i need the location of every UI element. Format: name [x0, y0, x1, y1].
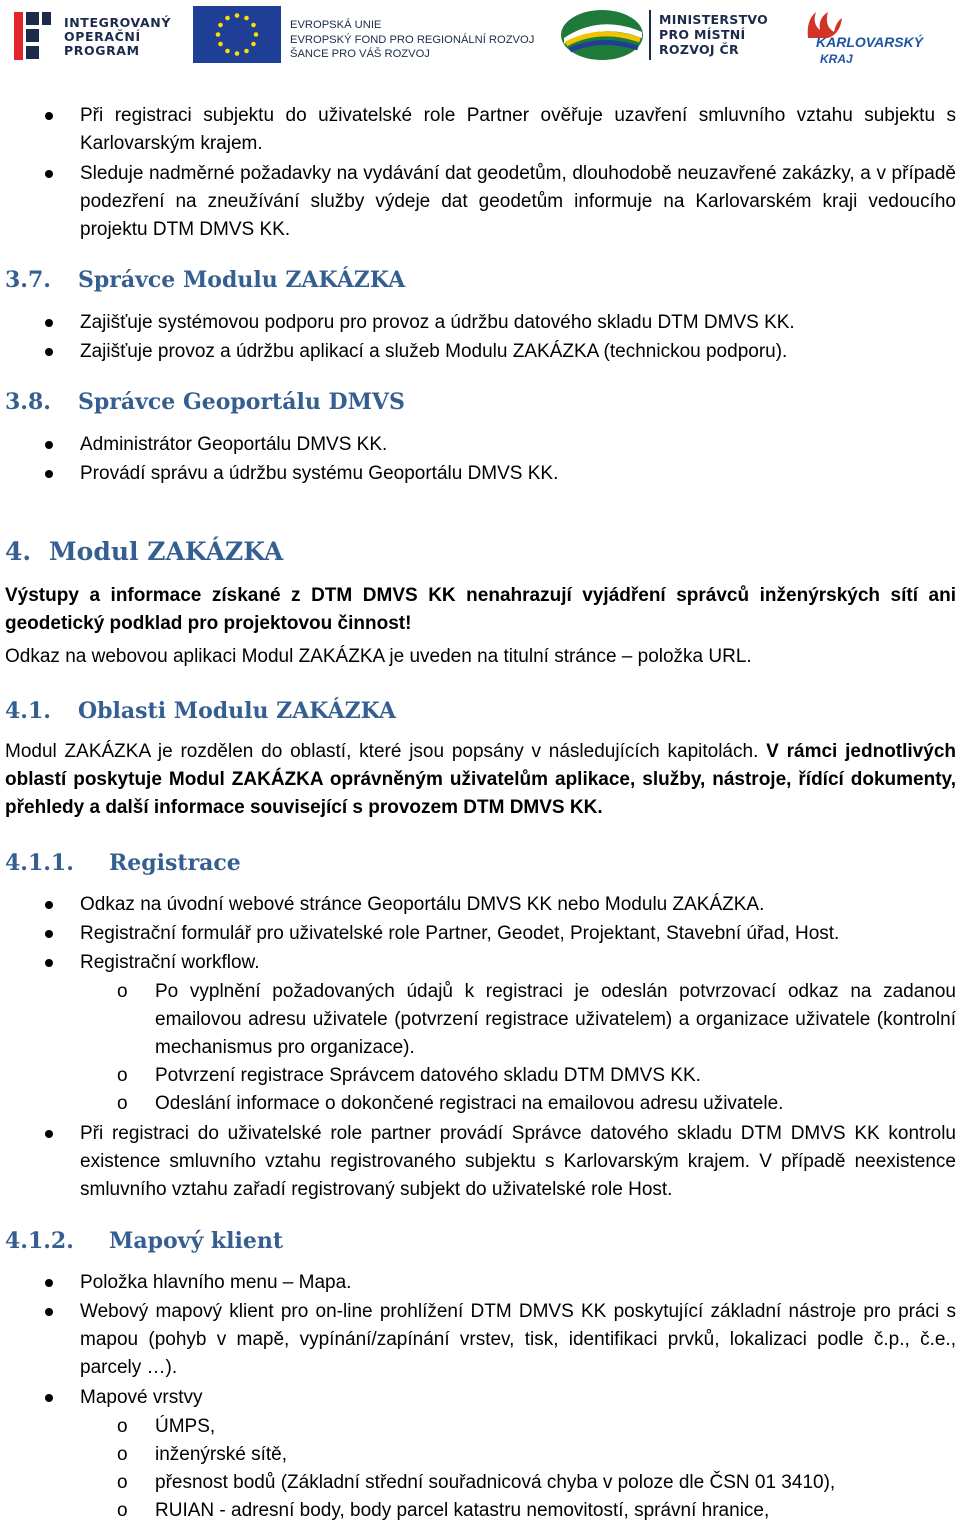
iop-mark-icon — [14, 12, 54, 60]
mmr-line-2: PRO MÍSTNÍ — [659, 27, 746, 42]
mmr-line-3: ROZVOJ ČR — [659, 42, 739, 57]
bullet-dot — [45, 930, 53, 938]
sub-bullet-marker: o — [117, 1093, 128, 1114]
eu-line-2: EVROPSKÝ FOND PRO REGIONÁLNÍ ROZVOJ — [290, 33, 535, 46]
s411-sub-bullet-2: Potvrzení registrace Správcem datového skladu DTM DMVS KK. — [155, 1065, 701, 1086]
sub-bullet-marker: o — [117, 1444, 128, 1465]
eu-logo — [193, 6, 543, 62]
eu-star-icon — [216, 32, 221, 37]
intro-bullet-1: Při registraci subjektu do uživatelské role Partner ověřuje uzavření smluvního vztahu subjektu s Karlovarským krajem. — [80, 105, 956, 154]
bullet-dot — [45, 112, 53, 120]
bullet-dot — [45, 1394, 53, 1402]
bullet-dot — [45, 901, 53, 909]
section-3-8-heading — [5, 388, 405, 416]
s412-bullet-3: Mapové vrstvy — [80, 1387, 203, 1408]
sub-bullet-marker: o — [117, 1472, 128, 1493]
s411-bullet-3: Registrační workflow. — [80, 952, 260, 973]
s4-warning: Výstupy a informace získané z DTM DMVS KK nenahrazují vyjádření správců inženýrských sítí ani geodetický podklad pro projektovou činnost! — [5, 585, 956, 634]
bullet-dot — [45, 470, 53, 478]
eu-line-3: ŠANCE PRO VÁŠ ROZVOJ — [290, 48, 430, 60]
bullet-dot — [45, 1308, 53, 1316]
eu-star-icon — [225, 16, 230, 21]
s412-sub-bullet-2: inženýrské sítě, — [155, 1444, 287, 1465]
bullet-dot — [45, 1130, 53, 1138]
eu-star-icon — [244, 16, 249, 21]
bullet-dot — [45, 319, 53, 327]
section-4-1-2-heading — [5, 1227, 284, 1255]
eu-star-icon — [235, 13, 240, 18]
s412-sub-bullet-3: přesnost bodů (Základní střední souřadnicová chyba v poloze dle ČSN 01 3410), — [155, 1472, 836, 1493]
kk-line-1: KARLOVARSKÝ — [816, 34, 924, 50]
section-number: 4.1.2. — [5, 1228, 74, 1254]
s411-sub-bullet-1: Po vyplnění požadovaných údajů k registraci je odeslán potvrzovací odkaz na zadanou emailovou adresu uživatele (potvrzení registrace uživatelem) a organizace uživatele (kontrolní mechanismus pro organizace). — [155, 981, 956, 1058]
mmr-emblem-icon — [560, 8, 645, 62]
mmr-line-1: MINISTERSTVO — [659, 12, 769, 27]
s41-text-normal: Modul ZAKÁZKA je rozdělen do oblastí, které jsou popsány v následujících kapitolách. — [5, 741, 759, 762]
section-3-7-heading — [5, 266, 406, 294]
s412-bullet-1: Položka hlavního menu – Mapa. — [80, 1272, 352, 1293]
s41-paragraph — [5, 738, 956, 822]
s411-last-bullet: Při registraci do uživatelské role partner provádí Správce datového skladu DTM DMVS KK kontrolu existence smluvního vztahu registrovaného subjektu s Karlovarským krajem. V případě neexistence smluvního vztahu zařadí registrovaný subjekt do uživatelské role Host. — [80, 1123, 956, 1200]
section-4-1-heading — [5, 697, 396, 725]
section-4-heading — [5, 537, 284, 567]
header-logos — [0, 4, 960, 66]
section-number: 4. — [5, 537, 32, 566]
section-number: 4.1.1. — [5, 850, 74, 876]
section-number: 3.7. — [5, 267, 51, 293]
sub-bullet-marker: o — [117, 1416, 128, 1437]
eu-star-icon — [244, 49, 249, 54]
bullet-dot — [45, 1279, 53, 1287]
s4-link-text: Odkaz na webovou aplikaci Modul ZAKÁZKA je uveden na titulní stránce – položka URL. — [5, 646, 752, 667]
sub-bullet-marker: o — [117, 981, 128, 1002]
eu-star-icon — [225, 49, 230, 54]
s411-sub-bullet-3: Odeslání informace o dokončené registraci na emailovou adresu uživatele. — [155, 1093, 784, 1114]
section-title: Správce Geoportálu DMVS — [78, 389, 405, 415]
s412-bullet-2: Webový mapový klient pro on-line prohlížení DTM DMVS KK poskytující základní nástroje pro práci s mapou (pohyb v mapě, vypínání/zapínání vrstev, tisk, identifikaci prvků, lokalizaci podle č.p., č.e., parcely …). — [80, 1301, 956, 1378]
bullet-dot — [45, 441, 53, 449]
bullet-dot — [45, 959, 53, 967]
section-number: 4.1. — [5, 698, 51, 724]
eu-star-icon — [254, 32, 259, 37]
s412-sub-bullet-1: ÚMPS, — [155, 1416, 216, 1437]
section-title: Registrace — [109, 850, 241, 876]
s37-bullet-2: Zajišťuje provoz a údržbu aplikací a služeb Modulu ZAKÁZKA (technickou podporu). — [80, 341, 788, 362]
section-title: Mapový klient — [109, 1228, 284, 1254]
eu-star-icon — [235, 51, 240, 56]
s38-bullet-2: Provádí správu a údržbu systému Geoportálu DMVS KK. — [80, 463, 559, 484]
section-title: Modul ZAKÁZKA — [49, 537, 284, 566]
iop-line-3: PROGRAM — [64, 43, 140, 58]
bullet-dot — [45, 170, 53, 178]
eu-line-1: EVROPSKÁ UNIE — [290, 19, 382, 31]
bullet-dot — [45, 348, 53, 356]
s37-bullet-1: Zajišťuje systémovou podporu pro provoz a údržbu datového skladu DTM DMVS KK. — [80, 312, 795, 333]
intro-bullet-2: Sleduje nadměrné požadavky na vydávání dat geodetům, dlouhodobě neuzavřené zakázky, a v případě podezření na zneužívání služby výdeje dat geodetům informuje na Karlovarském kraji vedoucího projektu DTM DMVS KK. — [80, 163, 956, 240]
eu-star-icon — [218, 23, 223, 28]
s411-bullet-1: Odkaz na úvodní webové stránce Geoportálu DMVS KK nebo Modulu ZAKÁZKA. — [80, 894, 765, 915]
s41-text-bold: V rámci jednotlivých oblastí poskytuje Modul ZAKÁZKA oprávněným uživatelům aplikace, služby, nástroje, řídící dokumenty, přehledy a další informace související s provozem DTM DMVS KK. — [5, 741, 956, 818]
mmr-logo — [560, 4, 810, 66]
s412-sub-bullet-4: RUIAN - adresní body, body parcel katastru nemovitostí, správní hranice, — [155, 1500, 770, 1521]
section-number: 3.8. — [5, 389, 51, 415]
eu-star-icon — [251, 23, 256, 28]
karlovarsky-kraj-logo — [800, 10, 930, 68]
iop-line-1: INTEGROVANÝ — [64, 15, 171, 30]
sub-bullet-marker: o — [117, 1065, 128, 1086]
eu-flag-icon — [193, 6, 281, 63]
section-title: Správce Modulu ZAKÁZKA — [78, 267, 406, 293]
s411-bullet-2: Registrační formulář pro uživatelské role Partner, Geodet, Projektant, Stavební úřad, Host. — [80, 923, 840, 944]
section-4-1-1-heading — [5, 849, 241, 877]
section-title: Oblasti Modulu ZAKÁZKA — [78, 698, 396, 724]
eu-star-icon — [218, 42, 223, 47]
kk-line-2: KRAJ — [820, 52, 853, 66]
s38-bullet-1: Administrátor Geoportálu DMVS KK. — [80, 434, 388, 455]
sub-bullet-marker: o — [117, 1500, 128, 1521]
eu-star-icon — [251, 42, 256, 47]
iop-line-2: OPERAČNÍ — [64, 29, 141, 44]
iop-logo — [14, 6, 169, 62]
